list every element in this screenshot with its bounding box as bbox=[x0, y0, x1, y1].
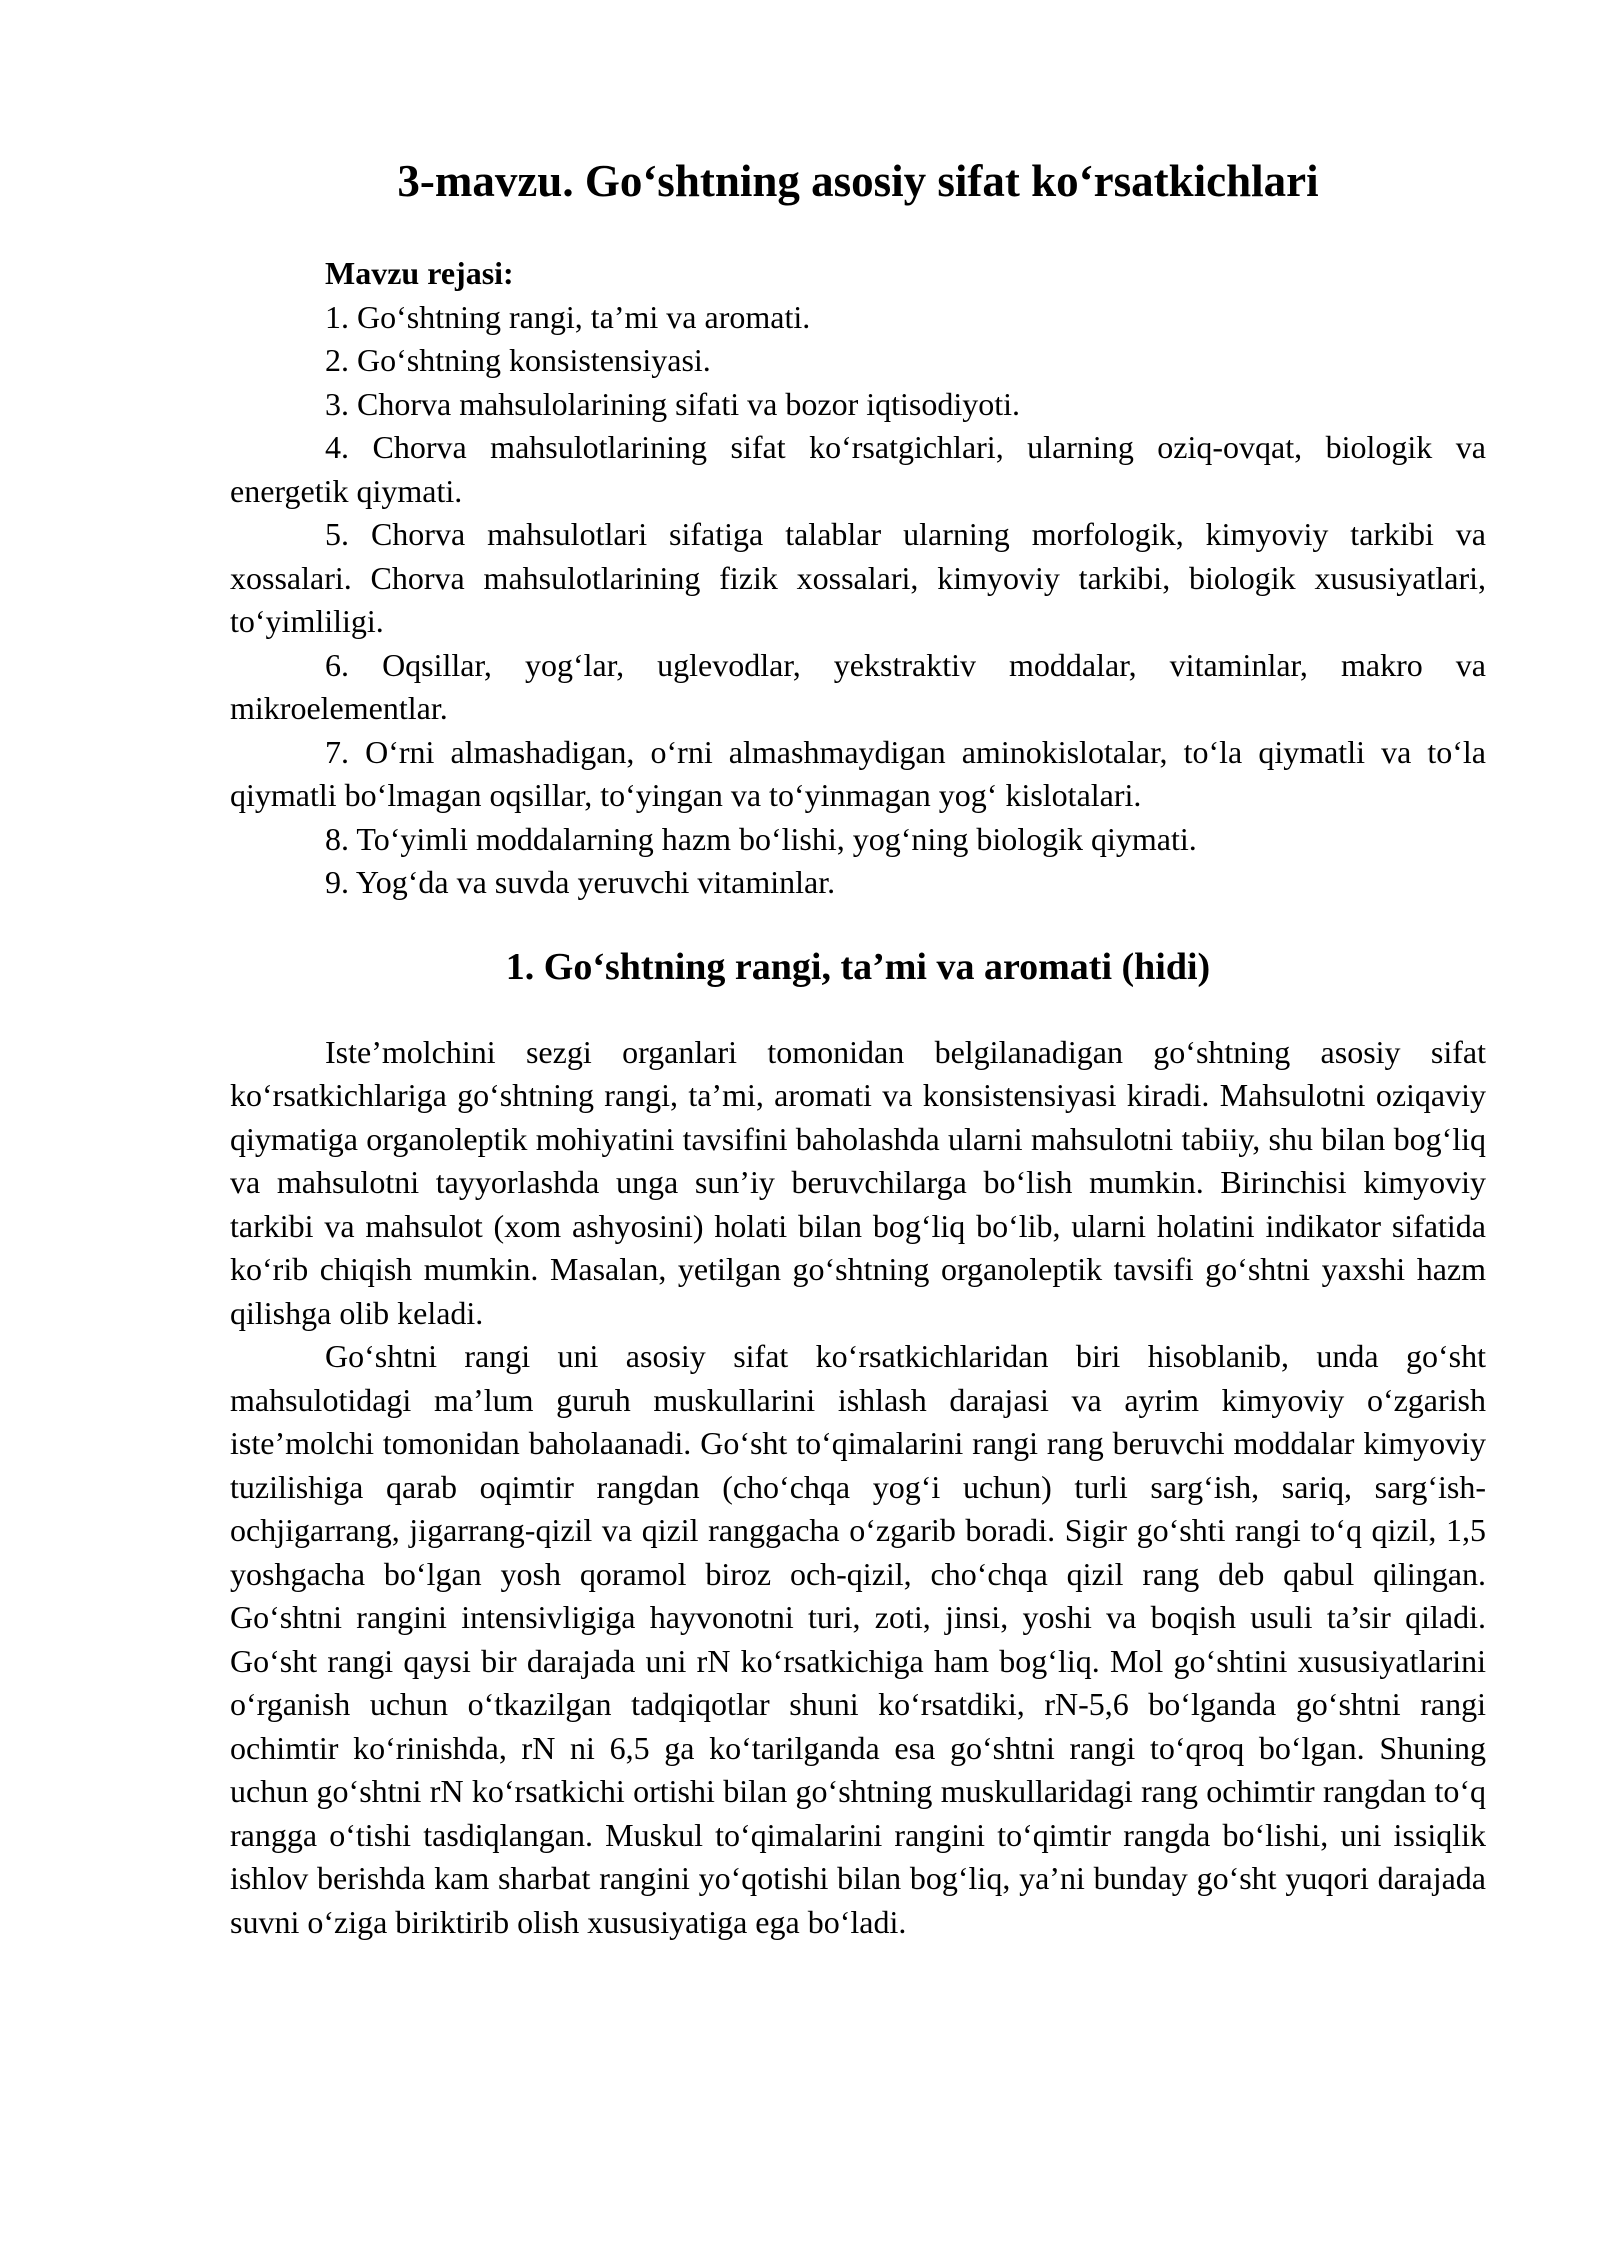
plan-item-7: 7. O‘rni almashadigan, o‘rni almashmaydigan aminokislotalar, to‘la qiymatli va to‘la qiymatli bo‘lmagan oqsillar, to‘yingan va to‘yinmagan yog‘ kislotalari. bbox=[230, 733, 1486, 813]
document-page bbox=[230, 150, 1486, 1944]
plan-item-3: 3. Chorva mahsulolarining sifati va bozor iqtisodiyoti. bbox=[325, 385, 1021, 422]
plan-heading: Mavzu rejasi: bbox=[325, 255, 514, 291]
plan-list bbox=[230, 296, 1486, 905]
plan-item-2: 2. Go‘shtning konsistensiyasi. bbox=[325, 342, 711, 378]
body-paragraph-2: Go‘shtni rangi uni asosiy sifat ko‘rsatkichlaridan biri hisoblanib, unda go‘sht mahsulotidagi ma’lum guruh muskullarini ishlash darajasi va ayrim kimyoviy o‘zgarish iste’molchi tomonidan baholaanadi. Go‘sht to‘qimalarini rangi rang beruvchi moddalar kimyoviy tuzilishiga qarab oqimtir rangdan (cho‘chqa yog‘i uchun) turli sarg‘ish, sariq, sarg‘ish-ochjigarrang, jigarrang-qizil va qizil ranggacha o‘zgarib boradi. Sigir go‘shti rangi to‘q qizil, 1,5 yoshgacha bo‘lgan yosh qoramol biroz och-qizil, cho‘chqa qizil rang deb qabul qilingan. Go‘shtni rangini intensivligiga hayvonotni turi, zoti, jinsi, yoshi va boqish usuli ta’sir qiladi. Go‘sht rangi qaysi bir darajada uni rN ko‘rsatkichiga ham bog‘liq. Mol go‘shtini xususiyatlarini o‘rganish uchun o‘tkazilgan tadqiqotlar shuni ko‘rsatdiki, rN-5,6 bo‘lganda go‘shtni rangi ochimtir ko‘rinishda, rN ni 6,5 ga ko‘tarilganda esa go‘shtni rangi to‘qroq bo‘lgan. Shuning uchun go‘shtni rN ko‘rsatkichi ortishi bilan go‘shtning muskullaridagi rang ochimtir rangdan to‘q rangga o‘tishi tasdiqlangan. Muskul to‘qimalarini rangini to‘qimtir rangda bo‘lishi, uni issiqlik ishlov berishda kam sharbat rangini yo‘qotishi bilan bog‘liq, ya’ni bunday go‘sht yuqori darajada suvni o‘ziga biriktirib olish xususiyatiga ega bo‘ladi. bbox=[230, 1338, 1486, 1940]
plan-item-6: 6. Oqsillar, yog‘lar, uglevodlar, yekstraktiv moddalar, vitaminlar, makro va mikroelementlar. bbox=[230, 646, 1486, 726]
plan-item-9: 9. Yog‘da va suvda yeruvchi vitaminlar. bbox=[325, 864, 836, 900]
body-paragraph-1: Iste’molchini sezgi organlari tomonidan belgilanadigan go‘shtning asosiy sifat ko‘rsatkichlariga go‘shtning rangi, ta’mi, aromati va konsistensiyasi kiradi. Mahsulotni oziqaviy qiymatiga organoleptik mohiyatini tavsifini baholashda ularni mahsulotni tabiiy, shu bilan bog‘liq va mahsulotni tayyorlashda unga sun’iy beruvchilarga bo‘lish mumkin. Birinchisi kimyoviy tarkibi va mahsulot (xom ashyosini) holati bilan bog‘liq bo‘lib, ularni holatini indikator sifatida ko‘rib chiqish mumkin. Masalan, yetilgan go‘shtning organoleptik tavsifi go‘shtni yaxshi hazm qilishga olib keladi. bbox=[230, 1033, 1486, 1331]
plan-item-8: 8. To‘yimli moddalarning hazm bo‘lishi, yog‘ning biologik qiymati. bbox=[325, 820, 1197, 857]
document-title: 3-mavzu. Go‘shtning asosiy sifat ko‘rsatkichlari bbox=[397, 156, 1319, 206]
plan-item-5: 5. Chorva mahsulotlari sifatiga talablar ularning morfologik, kimyoviy tarkibi va xossalari. Chorva mahsulotlarining fizik xossalari, kimyoviy tarkibi, biologik xususiyatlari, to‘yimliligi. bbox=[230, 516, 1486, 639]
section-title: 1. Go‘shtning rangi, ta’mi va aromati (hidi) bbox=[505, 945, 1211, 988]
plan-item-1: 1. Go‘shtning rangi, ta’mi va aromati. bbox=[325, 298, 811, 335]
plan-item-4: 4. Chorva mahsulotlarining sifat ko‘rsatgichlari, ularning oziq-ovqat, biologik va energetik qiymati. bbox=[230, 429, 1486, 509]
